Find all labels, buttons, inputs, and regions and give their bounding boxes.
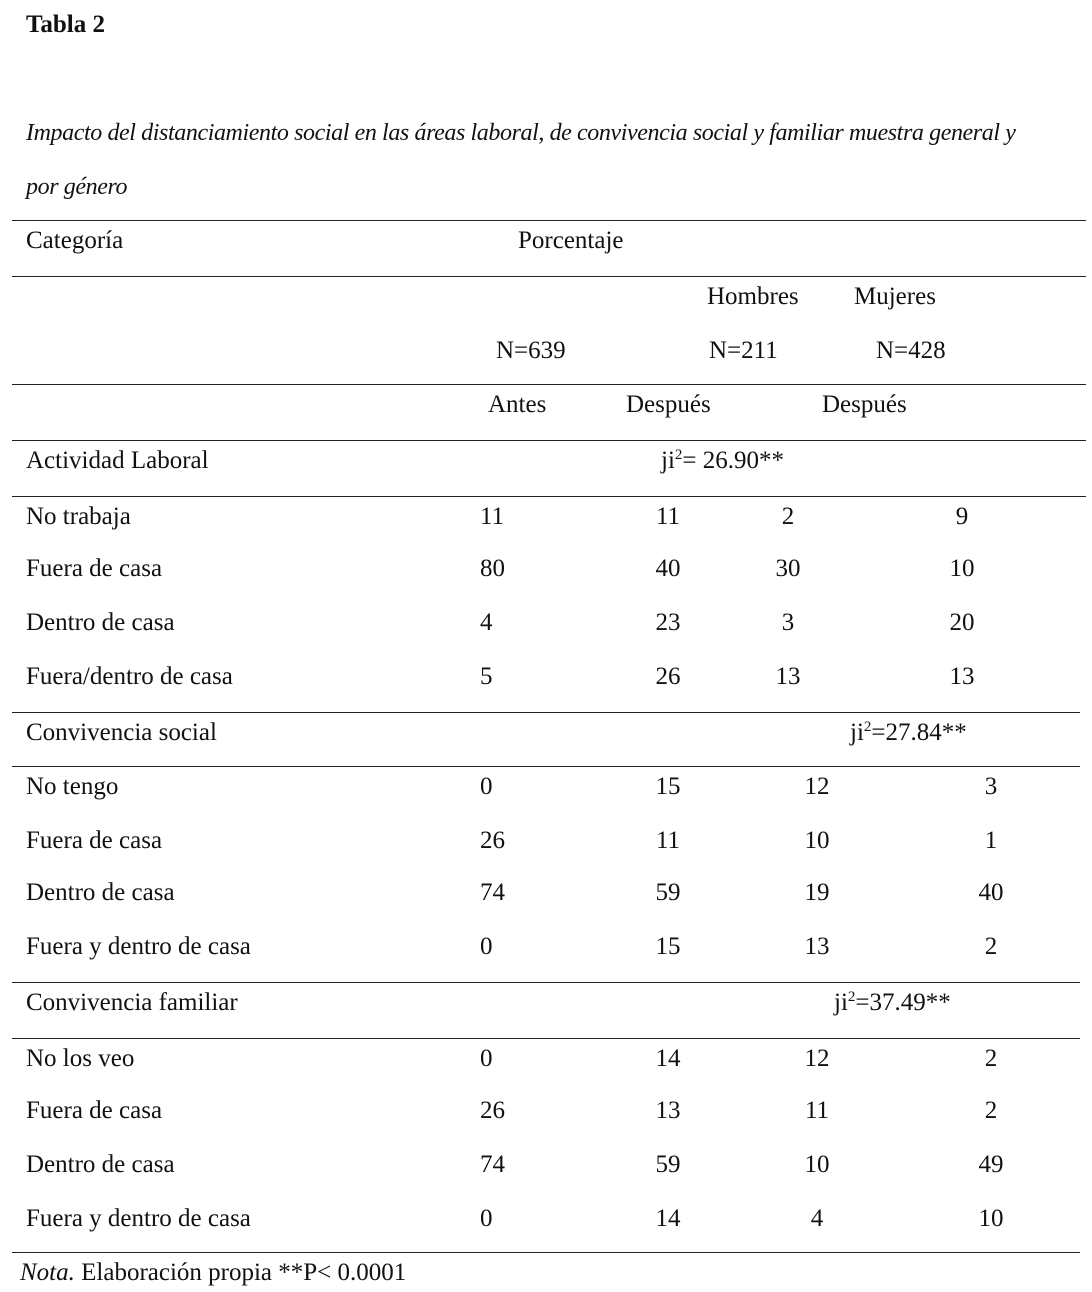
- cell-men: 30: [775, 555, 801, 582]
- section-label: Convivencia social: [26, 719, 217, 746]
- cell-after: 15: [655, 933, 681, 960]
- row-label: No los veo: [26, 1045, 135, 1072]
- cell-after: 14: [655, 1045, 681, 1072]
- table-caption-line-1: Impacto del distanciamiento social en las áreas laboral, de convivencia social y familiar muestra general y: [26, 120, 1016, 146]
- cell-before: 26: [480, 1097, 505, 1124]
- row-label: Dentro de casa: [26, 879, 175, 906]
- row-label: No tengo: [26, 773, 119, 800]
- chi-square-stat: $ji^2=27.84**$: [850, 719, 967, 746]
- table-title: Tabla 2: [26, 11, 105, 38]
- cell-before: 11: [480, 503, 505, 530]
- cell-before: 0: [480, 933, 493, 960]
- row-label: Dentro de casa: [26, 1151, 175, 1178]
- cell-after: 11: [655, 827, 681, 854]
- cell-before: 26: [480, 827, 505, 854]
- cell-women: 9: [955, 503, 969, 530]
- header-men: Hombres: [707, 283, 799, 310]
- row-label: Fuera y dentro de casa: [26, 933, 251, 960]
- header-n-women: N=428: [876, 337, 946, 364]
- section-label: Convivencia familiar: [26, 989, 238, 1016]
- table-caption-line-2: por género: [26, 174, 128, 200]
- row-label: Fuera de casa: [26, 1097, 163, 1124]
- cell-before: 80: [480, 555, 505, 582]
- cell-before: 4: [480, 609, 493, 636]
- table-rule: [12, 766, 1080, 767]
- cell-men: 12: [804, 773, 830, 800]
- header-before: Antes: [488, 391, 547, 418]
- table-rule: [12, 496, 1086, 497]
- note-label: Nota.: [20, 1259, 75, 1286]
- cell-after: 13: [655, 1097, 681, 1124]
- row-label: Dentro de casa: [26, 609, 175, 636]
- table-rule-bottom: [12, 1252, 1080, 1253]
- header-n-men: N=211: [709, 337, 778, 364]
- cell-after: 26: [655, 663, 681, 690]
- table-rule: [12, 1038, 1080, 1039]
- cell-women: 2: [984, 933, 998, 960]
- table-note: [20, 1258, 406, 1288]
- row-label: Fuera de casa: [26, 827, 163, 854]
- cell-after: 15: [655, 773, 681, 800]
- cell-women: 3: [984, 773, 998, 800]
- table-rule: [12, 712, 1080, 713]
- table-rule: [12, 440, 1086, 441]
- cell-women: 10: [949, 555, 975, 582]
- cell-women: 49: [978, 1151, 1004, 1178]
- cell-women: 20: [949, 609, 975, 636]
- cell-men: 3: [781, 609, 795, 636]
- cell-after: 59: [655, 1151, 681, 1178]
- cell-after: 14: [655, 1205, 681, 1232]
- header-after: Después: [626, 391, 711, 418]
- header-category: Categoría: [26, 227, 124, 254]
- cell-women: 1: [984, 827, 998, 854]
- cell-after: 59: [655, 879, 681, 906]
- header-women: Mujeres: [854, 283, 936, 310]
- row-label: Fuera y dentro de casa: [26, 1205, 251, 1232]
- cell-before: 5: [480, 663, 493, 690]
- cell-men: 12: [804, 1045, 830, 1072]
- row-label: Fuera de casa: [26, 555, 163, 582]
- table-rule: [12, 384, 1086, 385]
- cell-men: 19: [804, 879, 830, 906]
- cell-women: 40: [978, 879, 1004, 906]
- section-label: Actividad Laboral: [26, 447, 209, 474]
- header-after-gender: Después: [822, 391, 907, 418]
- cell-men: 2: [781, 503, 795, 530]
- cell-women: 2: [984, 1045, 998, 1072]
- cell-men: 11: [804, 1097, 830, 1124]
- chi-square-stat: $ji^2= 26.90**$: [661, 447, 785, 474]
- cell-before: 0: [480, 1205, 493, 1232]
- cell-before: 0: [480, 1045, 493, 1072]
- cell-men: 13: [775, 663, 801, 690]
- header-n-total: N=639: [496, 337, 566, 364]
- cell-before: 74: [480, 879, 505, 906]
- cell-men: 13: [804, 933, 830, 960]
- cell-after: 40: [655, 555, 681, 582]
- cell-women: 2: [984, 1097, 998, 1124]
- cell-after: 23: [655, 609, 681, 636]
- cell-men: 10: [804, 827, 830, 854]
- header-percentage: Porcentaje: [518, 227, 624, 254]
- cell-women: 13: [949, 663, 975, 690]
- cell-after: 11: [655, 503, 681, 530]
- row-label: No trabaja: [26, 503, 131, 530]
- cell-women: 10: [978, 1205, 1004, 1232]
- table-rule-top: [12, 220, 1086, 221]
- cell-men: 10: [804, 1151, 830, 1178]
- cell-before: 0: [480, 773, 493, 800]
- cell-before: 74: [480, 1151, 505, 1178]
- cell-men: 4: [810, 1205, 824, 1232]
- chi-square-stat: $ji^2=37.49**$: [834, 989, 951, 1016]
- table-rule: [12, 982, 1080, 983]
- table-rule: [12, 276, 1086, 277]
- note-text: Elaboración propia **P< 0.0001: [74, 1259, 407, 1286]
- row-label: Fuera/dentro de casa: [26, 663, 233, 690]
